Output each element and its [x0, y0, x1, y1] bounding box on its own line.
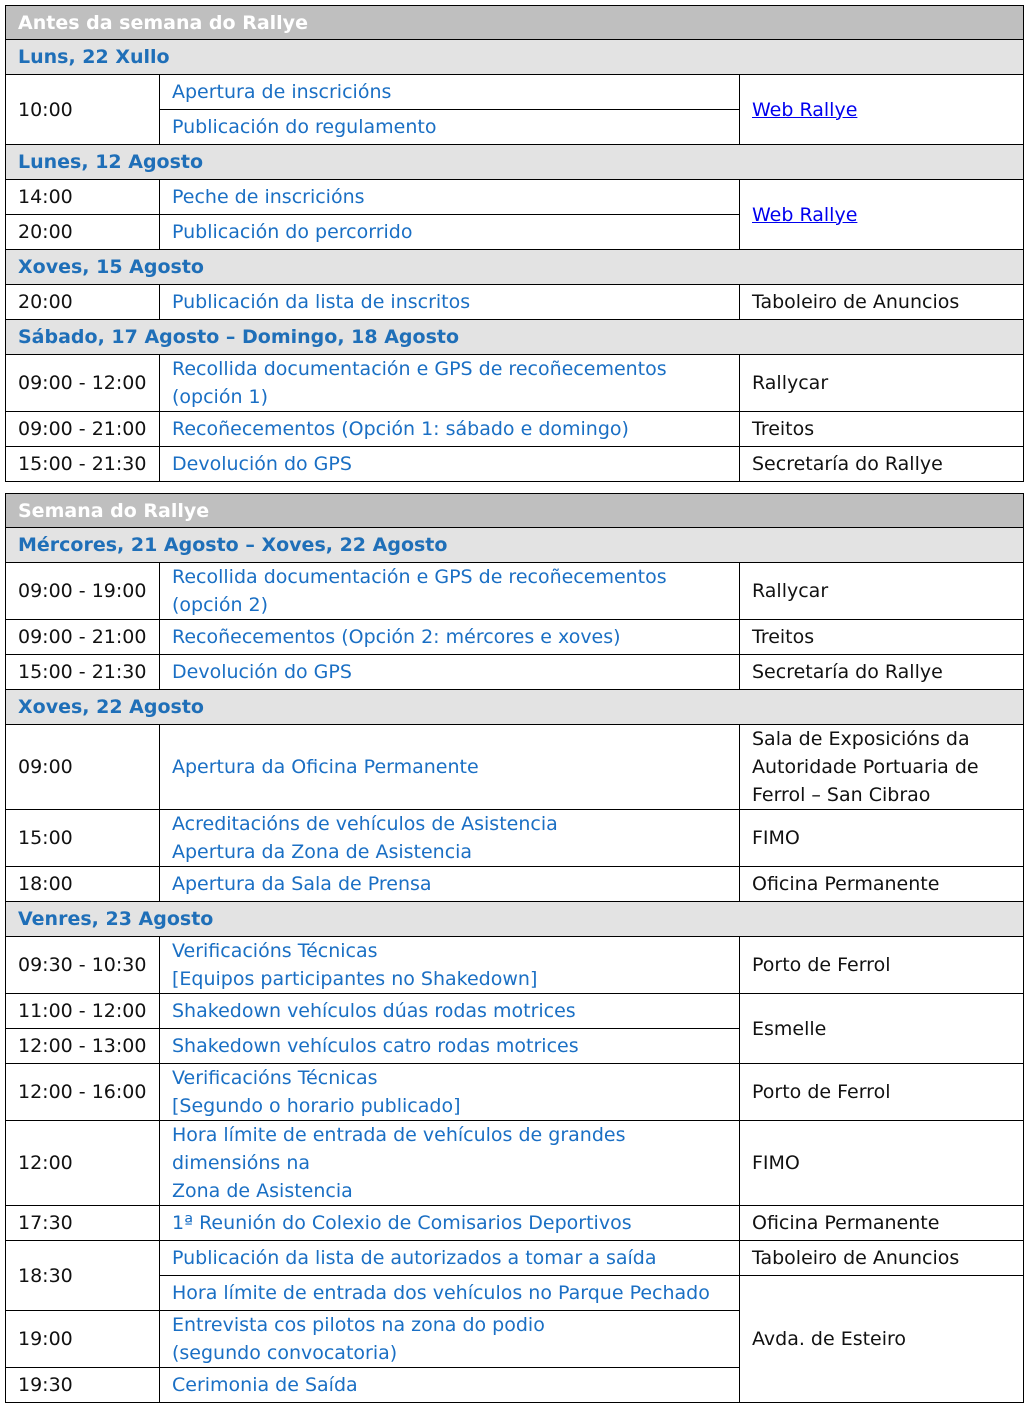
day-heading: Lunes, 12 Agosto — [6, 145, 1024, 180]
place-cell: Porto de Ferrol — [740, 937, 1024, 994]
activity-cell — [160, 1064, 740, 1121]
activity-line: [Equipos participantes no Shakedown] — [172, 968, 538, 990]
place-cell: Rallycar — [740, 355, 1024, 412]
day-heading: Venres, 23 Agosto — [6, 902, 1024, 937]
time-cell: 09:00 - 19:00 — [6, 563, 160, 620]
time-cell: 20:00 — [6, 215, 160, 250]
time-cell: 11:00 - 12:00 — [6, 994, 160, 1029]
time-cell: 12:00 - 13:00 — [6, 1029, 160, 1064]
activity-cell: Recollida documentación e GPS de recoñecementos (opción 1) — [160, 355, 740, 412]
table-row — [6, 994, 1024, 1029]
table-row — [6, 355, 1024, 412]
place-cell: Treitos — [740, 412, 1024, 447]
activity-cell: Shakedown vehículos dúas rodas motrices — [160, 994, 740, 1029]
place-cell — [740, 75, 1024, 145]
place-cell: FIMO — [740, 810, 1024, 867]
activity-cell: Publicación do regulamento — [160, 110, 740, 145]
time-cell: 19:00 — [6, 1311, 160, 1368]
time-cell: 09:30 - 10:30 — [6, 937, 160, 994]
activity-cell: Recoñecementos (Opción 1: sábado e domingo) — [160, 412, 740, 447]
activity-line: Entrevista cos pilotos na zona do podio — [172, 1314, 545, 1336]
table-row — [6, 867, 1024, 902]
place-line: Ferrol – San Cibrao — [752, 784, 931, 806]
schedule-before-rally-table — [5, 5, 1024, 482]
place-line: Autoridade Portuaria de — [752, 756, 979, 778]
web-rallye-link[interactable]: Web Rallye — [752, 203, 858, 226]
activity-line: Verificacións Técnicas — [172, 940, 378, 962]
time-cell: 15:00 - 21:30 — [6, 655, 160, 690]
time-cell: 09:00 - 21:00 — [6, 620, 160, 655]
time-cell: 10:00 — [6, 75, 160, 145]
activity-cell — [160, 1121, 740, 1206]
activity-line: Apertura da Zona de Asistencia — [172, 841, 473, 863]
activity-cell: Publicación do percorrido — [160, 215, 740, 250]
table-row — [6, 1064, 1024, 1121]
activity-cell: Peche de inscricións — [160, 180, 740, 215]
time-cell: 19:30 — [6, 1368, 160, 1403]
table-row — [6, 810, 1024, 867]
time-cell: 14:00 — [6, 180, 160, 215]
time-cell: 09:00 - 12:00 — [6, 355, 160, 412]
time-cell: 18:30 — [6, 1241, 160, 1311]
activity-cell: Devolución do GPS — [160, 447, 740, 482]
place-cell: Taboleiro de Anuncios — [740, 285, 1024, 320]
activity-line: Hora límite de entrada de vehículos de grandes dimensións na — [172, 1124, 626, 1174]
place-cell: Oficina Permanente — [740, 867, 1024, 902]
table-row — [6, 725, 1024, 810]
activity-cell: Recollida documentación e GPS de recoñecementos (opción 2) — [160, 563, 740, 620]
place-cell: Esmelle — [740, 994, 1024, 1064]
place-cell — [740, 180, 1024, 250]
activity-cell: Publicación da lista de autorizados a tomar a saída — [160, 1241, 740, 1276]
day-heading: Xoves, 22 Agosto — [6, 690, 1024, 725]
activity-cell: Cerimonia de Saída — [160, 1368, 740, 1403]
place-cell — [740, 725, 1024, 810]
activity-cell: Devolución do GPS — [160, 655, 740, 690]
day-heading: Luns, 22 Xullo — [6, 40, 1024, 75]
place-cell: Secretaría do Rallye — [740, 655, 1024, 690]
place-cell: Porto de Ferrol — [740, 1064, 1024, 1121]
table-row — [6, 563, 1024, 620]
place-cell: Avda. de Esteiro — [740, 1276, 1024, 1403]
section-title-week: Semana do Rallye — [6, 494, 1024, 528]
table-row — [6, 1241, 1024, 1276]
place-cell: FIMO — [740, 1121, 1024, 1206]
activity-cell — [160, 1311, 740, 1368]
activity-line: Acreditacións de vehículos de Asistencia — [172, 813, 558, 835]
table-row — [6, 75, 1024, 110]
activity-line: [Segundo o horario publicado] — [172, 1095, 461, 1117]
activity-cell: Recoñecementos (Opción 2: mércores e xoves) — [160, 620, 740, 655]
time-cell: 09:00 - 21:00 — [6, 412, 160, 447]
place-cell: Taboleiro de Anuncios — [740, 1241, 1024, 1276]
place-cell: Treitos — [740, 620, 1024, 655]
place-line: Sala de Exposicións da — [752, 728, 970, 750]
web-rallye-link[interactable]: Web Rallye — [752, 98, 858, 121]
table-row — [6, 655, 1024, 690]
activity-cell — [160, 937, 740, 994]
day-heading: Sábado, 17 Agosto – Domingo, 18 Agosto — [6, 320, 1024, 355]
table-row — [6, 1206, 1024, 1241]
table-row — [6, 447, 1024, 482]
time-cell: 18:00 — [6, 867, 160, 902]
time-cell: 17:30 — [6, 1206, 160, 1241]
activity-line: (segundo convocatoria) — [172, 1342, 398, 1364]
time-cell: 12:00 — [6, 1121, 160, 1206]
activity-cell: Apertura da Sala de Prensa — [160, 867, 740, 902]
day-heading: Xoves, 15 Agosto — [6, 250, 1024, 285]
activity-cell: Shakedown vehículos catro rodas motrices — [160, 1029, 740, 1064]
time-cell: 12:00 - 16:00 — [6, 1064, 160, 1121]
place-cell: Rallycar — [740, 563, 1024, 620]
activity-cell: Apertura de inscricións — [160, 75, 740, 110]
schedule-rally-week-table — [5, 493, 1024, 1403]
activity-cell: Publicación da lista de inscritos — [160, 285, 740, 320]
table-row — [6, 1121, 1024, 1206]
place-cell: Secretaría do Rallye — [740, 447, 1024, 482]
section-title-before: Antes da semana do Rallye — [6, 6, 1024, 40]
time-cell: 09:00 — [6, 725, 160, 810]
activity-cell: 1ª Reunión do Colexio de Comisarios Deportivos — [160, 1206, 740, 1241]
time-cell: 15:00 — [6, 810, 160, 867]
time-cell: 20:00 — [6, 285, 160, 320]
day-heading: Mércores, 21 Agosto – Xoves, 22 Agosto — [6, 528, 1024, 563]
table-row — [6, 937, 1024, 994]
time-cell: 15:00 - 21:30 — [6, 447, 160, 482]
activity-cell: Hora límite de entrada dos vehículos no Parque Pechado — [160, 1276, 740, 1311]
activity-cell — [160, 810, 740, 867]
table-row — [6, 285, 1024, 320]
table-row — [6, 180, 1024, 215]
place-cell: Oficina Permanente — [740, 1206, 1024, 1241]
table-row — [6, 620, 1024, 655]
activity-line: Verificacións Técnicas — [172, 1067, 378, 1089]
table-row — [6, 412, 1024, 447]
activity-cell: Apertura da Oficina Permanente — [160, 725, 740, 810]
activity-line: Zona de Asistencia — [172, 1180, 353, 1202]
